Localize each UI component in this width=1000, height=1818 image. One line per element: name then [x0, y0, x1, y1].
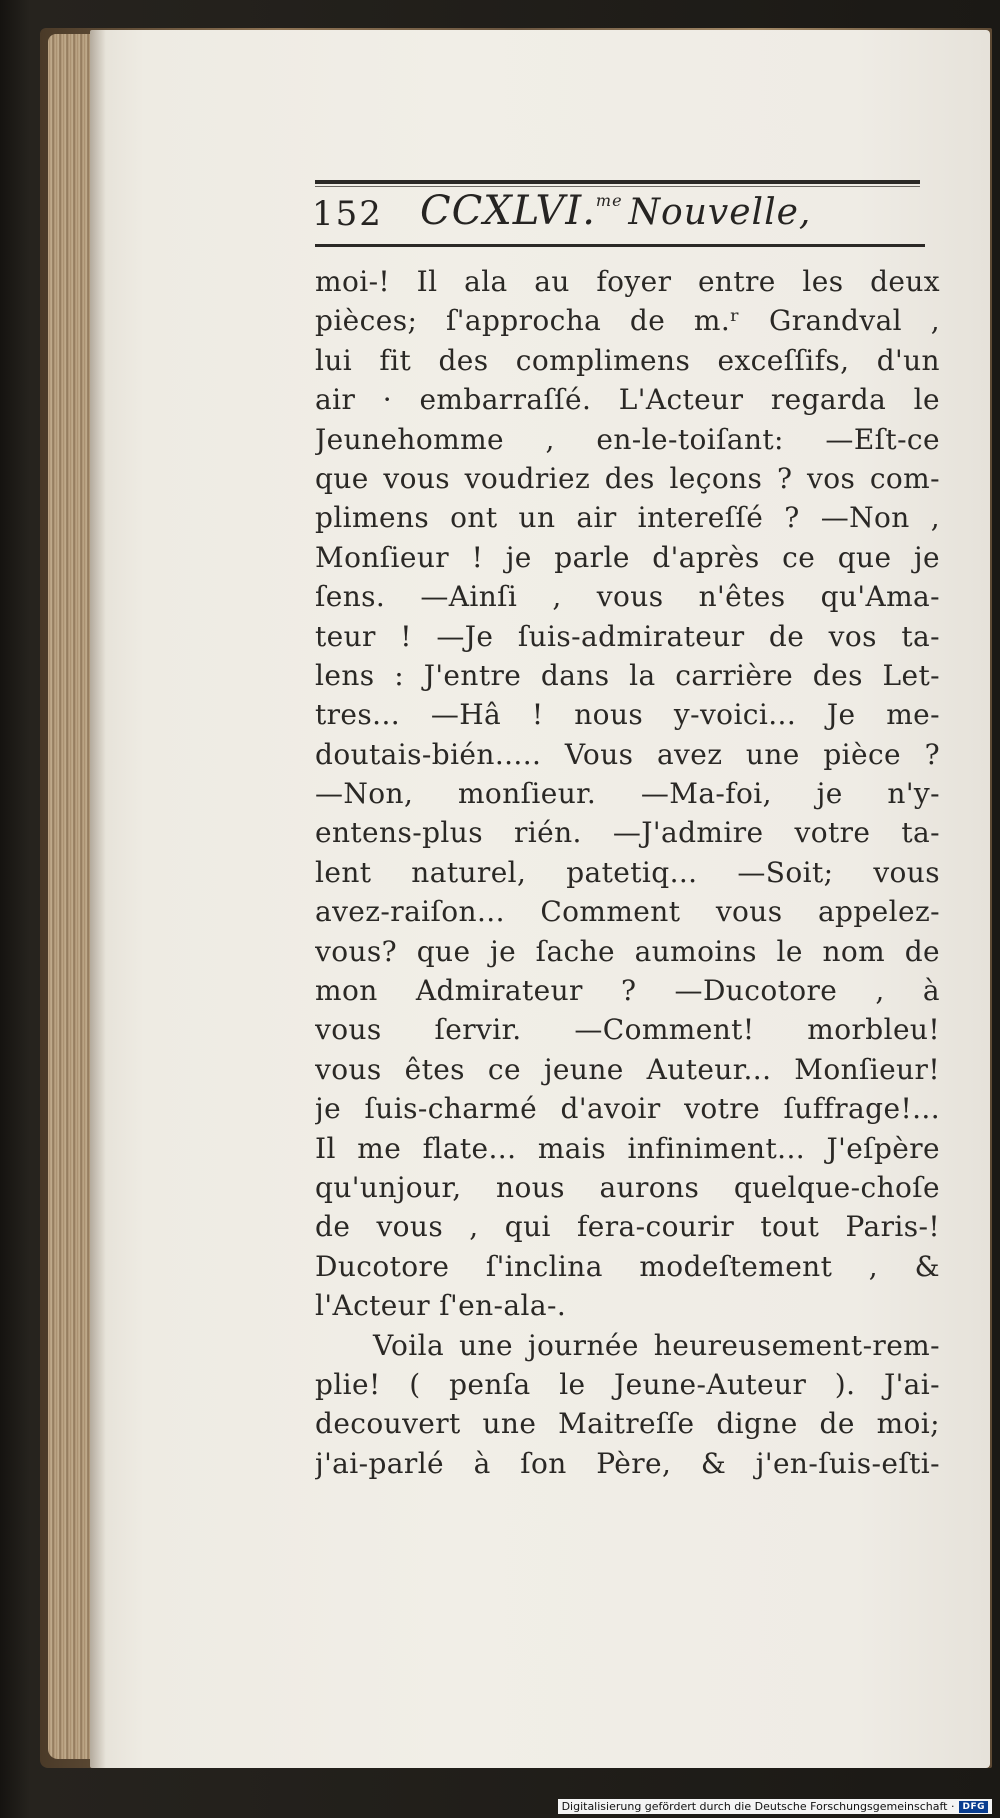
text-line: Ducotore ſ'inclina modeſtement , &: [315, 1249, 940, 1283]
header-rule-top: [315, 180, 920, 184]
text-line: tres... —Hâ ! nous y-voici... Je me-: [315, 698, 940, 732]
text-line: vous? que je ſache aumoins le nom de: [315, 934, 940, 968]
text-line: j'ai-parlé à ſon Père, & j'en-ſuis-eſti-: [315, 1446, 940, 1480]
text-line: qu'unjour, nous aurons quelque-choſe: [315, 1170, 940, 1204]
text-line: Monſieur ! je parle d'après ce que je: [315, 540, 940, 574]
text-line: vous ſervir. —Comment! morbleu!: [315, 1013, 940, 1047]
text-line: Voila une journée heureusement-rem-: [373, 1328, 940, 1362]
text-line: plimens ont un air intereſſé ? —Non ,: [315, 501, 940, 535]
text-line: lens : J'entre dans la carrière des Let-: [315, 658, 940, 692]
text-line: entens-plus rién. —J'admire votre ta-: [315, 816, 940, 850]
running-title: [420, 188, 811, 234]
text-line: ſens. —Ainſi , vous n'êtes qu'Ama-: [315, 580, 940, 614]
running-title-word: Nouvelle,: [628, 192, 812, 233]
text-line: lui fit des complimens exceſſifs, d'un: [315, 343, 940, 377]
text-line: plie! ( penſa le Jeune-Auteur ). J'ai-: [315, 1367, 940, 1401]
running-title-numeral: CCXLVI.: [420, 188, 596, 234]
text-line: teur ! —Je ſuis-admirateur de vos ta-: [315, 619, 940, 653]
running-title-superscript: me: [595, 191, 623, 210]
text-line: je ſuis-charmé d'avoir votre ſuffrage!...: [315, 1092, 940, 1126]
text-line: air · embarraſſé. L'Acteur regarda le: [315, 383, 940, 417]
header-rule-bottom: [315, 244, 925, 247]
text-line: l'Acteur ſ'en-ala-.: [315, 1289, 567, 1323]
page-number: 152: [312, 194, 383, 234]
text-line: moi-! Il ala au foyer entre les deux: [315, 265, 940, 298]
digitization-credit: [558, 1799, 992, 1814]
running-header: [312, 188, 932, 244]
text-line: vous êtes ce jeune Auteur... Monſieur!: [315, 1052, 940, 1086]
text-line: doutais-bién..... Vous avez une pièce ?: [315, 737, 940, 771]
text-line: avez-raiſon... Comment vous appelez-: [315, 895, 940, 929]
text-line: lent naturel, patetiq... —Soit; vous: [315, 855, 940, 889]
text-line: que vous voudriez des leçons ? vos com-: [315, 461, 940, 495]
dfg-logo: DFG: [959, 1801, 988, 1813]
text-line: —Non, monſieur. —Ma-foi, je n'y-: [315, 777, 940, 811]
text-line: decouvert une Maitreſſe digne de moi;: [315, 1407, 940, 1441]
gutter-shadow: [90, 30, 106, 1768]
credit-text: Digitalisierung gefördert durch die Deutsche Forschungsgemeinschaft ·: [561, 1800, 955, 1813]
text-line: mon Admirateur ? —Ducotore , à: [315, 974, 940, 1008]
body-text: [315, 262, 940, 1483]
text-line: de vous , qui fera-courir tout Paris-!: [315, 1210, 940, 1244]
header-rule-top-thin: [315, 186, 920, 187]
text-line: Il me flate... mais infiniment... J'eſpère: [315, 1131, 940, 1165]
text-line: Jeunehomme , en-le-toiſant: —Eſt-ce: [315, 422, 940, 456]
text-line: pièces; ſ'approcha de m.ʳ Grandval ,: [315, 304, 940, 338]
